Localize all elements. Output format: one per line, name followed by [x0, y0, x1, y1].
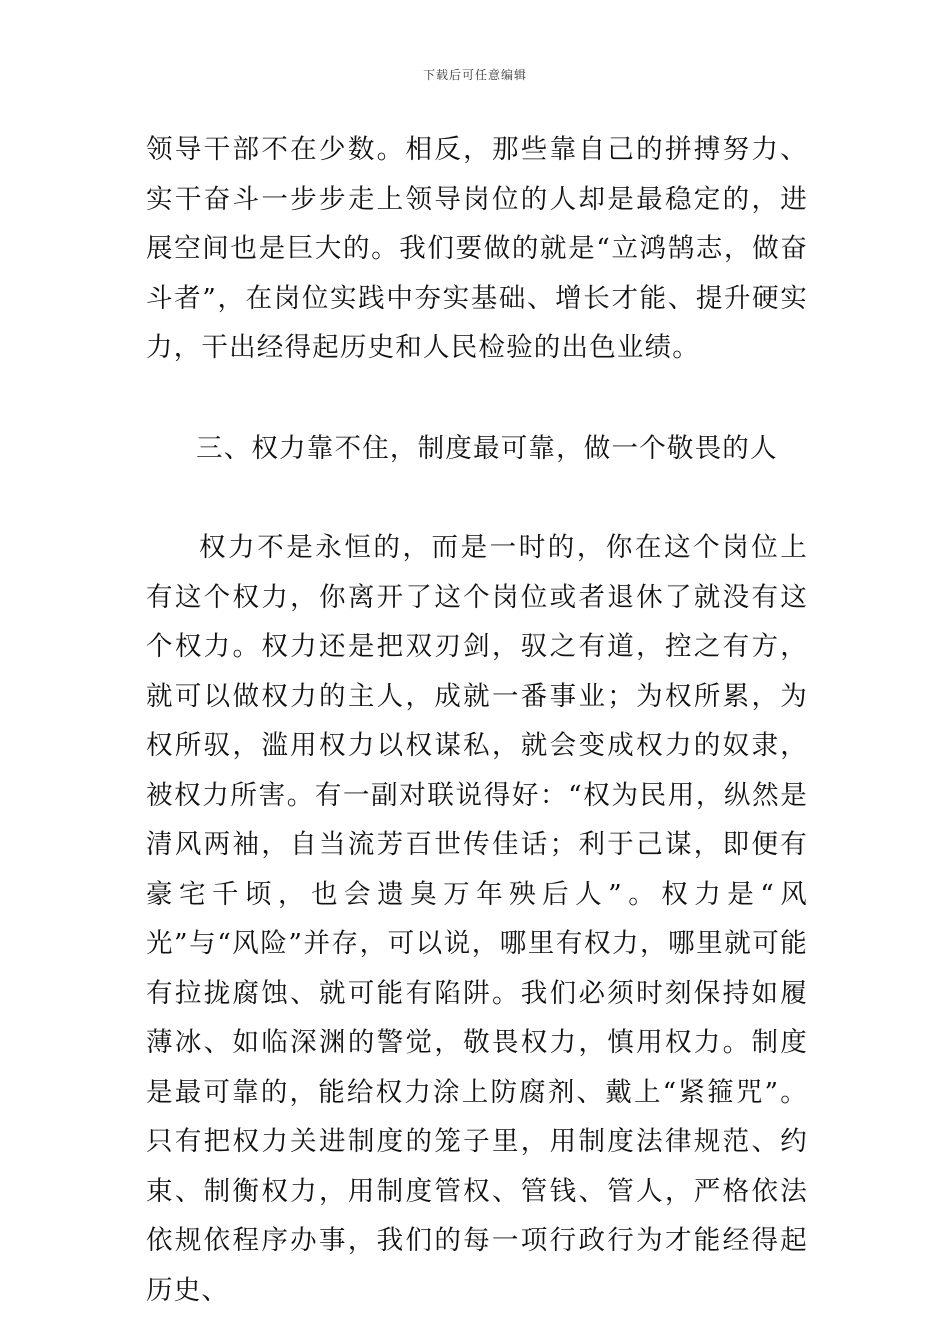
section-heading: 三、权力靠不住，制度最可靠，做一个敬畏的人 [196, 433, 778, 464]
paragraph-continued: 领导干部不在少数。相反，那些靠自己的拼搏努力、实干奋斗一步步走上领导岗位的人却是最稳定的，进展空间也是巨大的。我们要做的就是“立鸿鹄志，做奋斗者”，在岗位实践中夯实基础、增长才能、提升硬实力，干出经得起历史和人民检验的出色业绩。 [146, 134, 808, 363]
paragraph-body: 权力不是永恒的，而是一时的，你在这个岗位上有这个权力，你离开了这个岗位或者退休了就没有这个权力。权力还是把双刃剑，驭之有道，控之有方，就可以做权力的主人，成就一番事业；为权所累，为权所驭，滥用权力以权谋私，就会变成权力的奴隶，被权力所害。有一副对联说得好：“权为民用，纵然是清风两袖，自当流芳百世传佳话；利于己谋，即便有豪宅千顷，也会遗臭万年殃后人”。权力是“风光”与“风险”并存，可以说，哪里有权力，哪里就可能有拉拢腐蚀、就可能有陷阱。我们必须时刻保持如履薄冰、如临深渊的警觉，敬畏权力，慎用权力。制度是最可靠的，能给权力涂上防腐剂、戴上“紧箍咒”。只有把权力关进制度的笼子里，用制度法律规范、约束、制衡权力，用制度管权、管钱、管人，严格依法依规依程序办事，我们的每一项行政行为才能经得起历史、 [146, 532, 808, 1306]
header-note: 下载后可任意编辑 [422, 68, 527, 82]
